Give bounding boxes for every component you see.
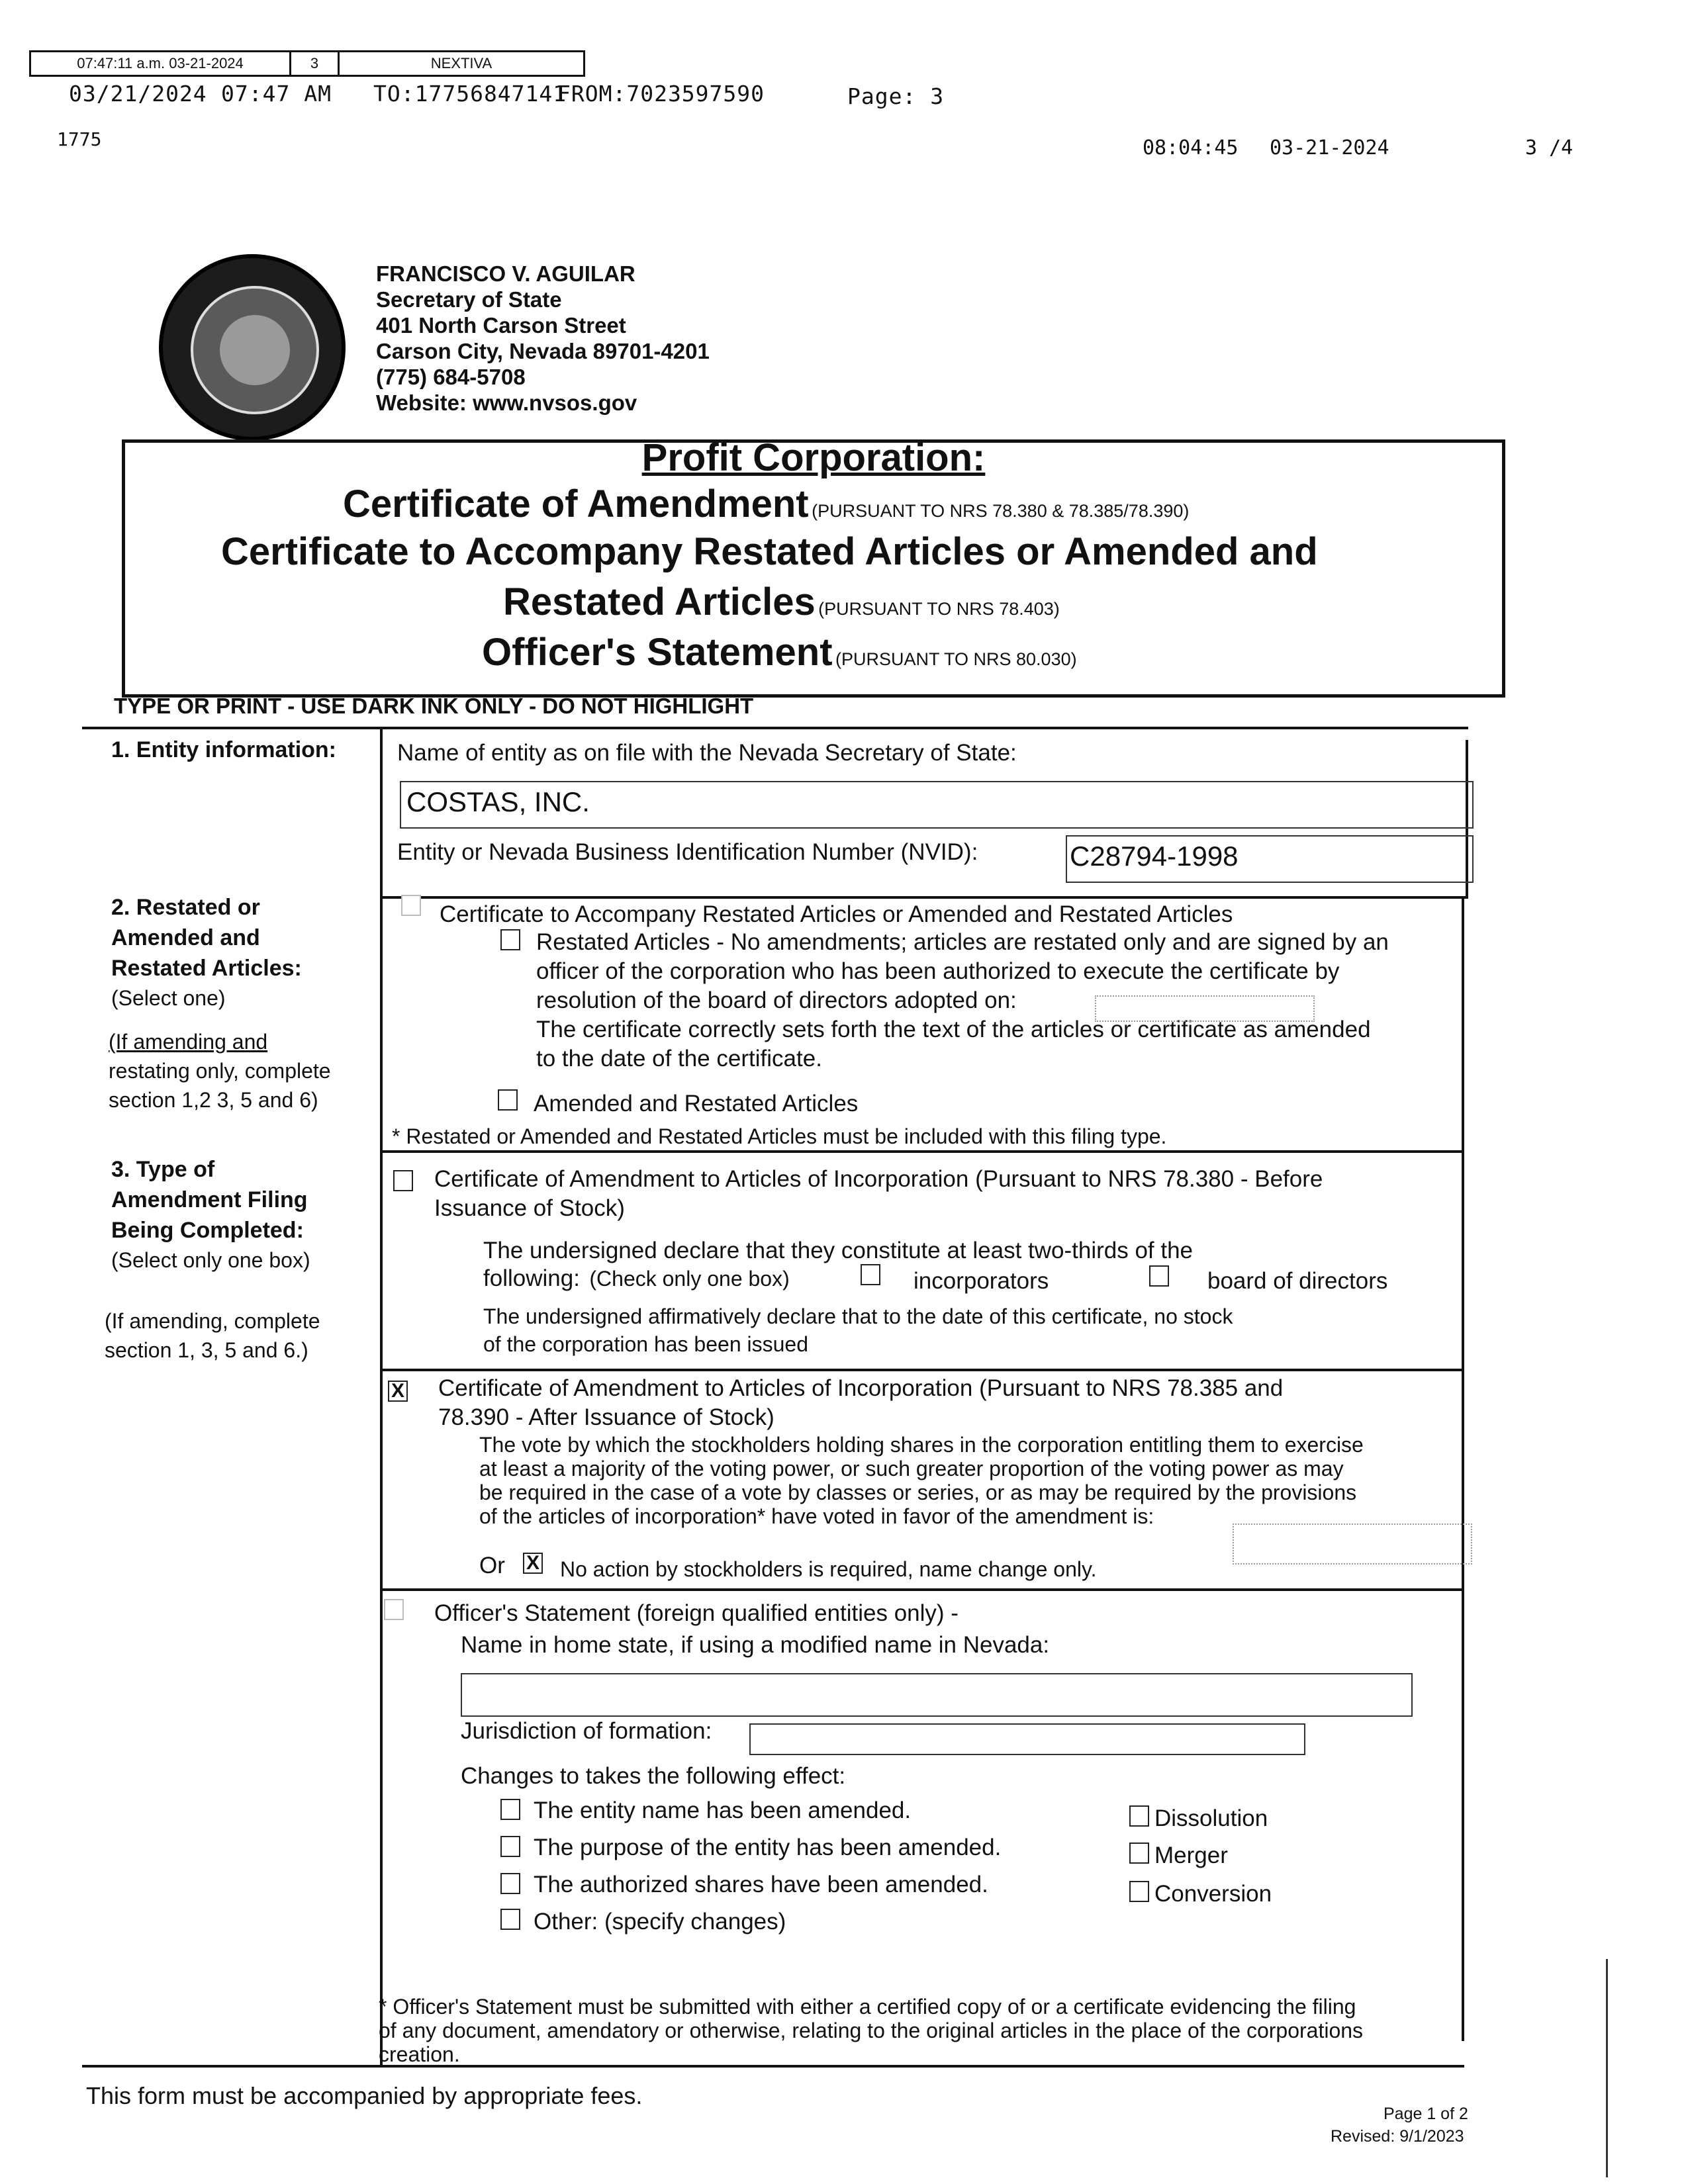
incorporators-label: incorporators bbox=[914, 1268, 1049, 1294]
accompany-restated-checkbox[interactable] bbox=[401, 895, 421, 916]
incorporators-checkbox[interactable] bbox=[861, 1264, 880, 1285]
recv-time: 08:04:45 bbox=[1143, 136, 1239, 159]
ink-instruction: TYPE OR PRINT - USE DARK INK ONLY - DO NOT HIGHLIGHT bbox=[114, 694, 754, 718]
amended-restated-label: Amended and Restated Articles bbox=[534, 1091, 859, 1116]
secretary-website: Website: www.nvsos.gov bbox=[376, 390, 637, 415]
amended-restated-checkbox[interactable] bbox=[498, 1089, 518, 1111]
board-of-directors-checkbox[interactable] bbox=[1149, 1265, 1169, 1287]
entity-name-prompt: Name of entity as on file with the Nevada Secretary of State: bbox=[397, 740, 1017, 766]
recv-pages: 3 /4 bbox=[1525, 136, 1573, 159]
section1-label: 1. Entity information: bbox=[111, 737, 336, 762]
title-accompany-restated: Certificate to Accompany Restated Articles or Amended and bbox=[221, 530, 1318, 573]
no-action-label: No action by stockholders is required, name change only. bbox=[560, 1557, 1097, 1581]
fees-notice: This form must be accompanied by appropriate fees. bbox=[86, 2082, 643, 2109]
jurisdiction-field[interactable] bbox=[749, 1723, 1305, 1755]
entity-name-amended-checkbox[interactable] bbox=[500, 1799, 520, 1820]
purpose-amended-label: The purpose of the entity has been amended. bbox=[534, 1835, 1002, 1860]
nvid-prompt: Entity or Nevada Business Identification Number (NVID): bbox=[397, 839, 978, 865]
secretary-block bbox=[376, 261, 710, 416]
dissolution-label: Dissolution bbox=[1154, 1805, 1268, 1831]
secretary-name: FRANCISCO V. AGUILAR bbox=[376, 261, 635, 286]
after-issuance-checkbox[interactable]: X bbox=[388, 1381, 408, 1402]
scan-edge-line bbox=[1606, 1959, 1608, 2177]
form-right-rule-lower bbox=[1462, 899, 1464, 2041]
before-issuance-checkbox[interactable] bbox=[393, 1170, 413, 1191]
section2-note: (If amending and restating only, complete section 1,2 3, 5 and 6) bbox=[109, 1030, 331, 1112]
officers-statement-note: * Officer's Statement must be submitted with either a certified copy of or a certificate evidencing the filing of any document, amendatory or otherwise, relating to the original articles in the place of the corporations creation. bbox=[379, 1995, 1364, 2066]
section1-bottom-rule bbox=[381, 896, 1467, 899]
merger-label: Merger bbox=[1154, 1843, 1228, 1868]
entity-name-amended-label: The entity name has been amended. bbox=[534, 1797, 912, 1823]
other-changes-checkbox[interactable] bbox=[500, 1909, 520, 1930]
fax-from: FROM:7023597590 bbox=[557, 81, 765, 107]
entity-name-value: COSTAS, INC. bbox=[406, 786, 590, 817]
title-profit-corporation: Profit Corporation: bbox=[641, 436, 986, 479]
revised-date: Revised: 9/1/2023 bbox=[1331, 2127, 1464, 2146]
form-top-rule bbox=[82, 727, 1468, 729]
conversion-label: Conversion bbox=[1154, 1881, 1272, 1907]
form-left-column-rule bbox=[380, 727, 383, 2068]
jurisdiction-prompt: Jurisdiction of formation: bbox=[461, 1718, 712, 1744]
secretary-title: Secretary of State bbox=[376, 287, 562, 312]
section2-bottom-rule bbox=[381, 1150, 1464, 1153]
nvid-field[interactable] bbox=[1066, 835, 1474, 883]
title-certificate-amendment: Certificate of Amendment (PURSUANT TO NRS 78.380 & 78.385/78.390) bbox=[343, 482, 1190, 525]
home-state-name-field[interactable] bbox=[461, 1673, 1413, 1717]
fax-time: 07:47 AM bbox=[221, 81, 332, 107]
merger-checkbox[interactable] bbox=[1129, 1843, 1149, 1864]
entity-name-field[interactable] bbox=[400, 781, 1474, 829]
dissolution-checkbox[interactable] bbox=[1129, 1805, 1149, 1827]
or-label: Or bbox=[479, 1553, 505, 1578]
page-number: Page 1 of 2 bbox=[1383, 2105, 1468, 2123]
restated-no-amend-text: Restated Articles - No amendments; articles are restated only and are signed by an bbox=[536, 929, 1389, 955]
nevada-seal-icon bbox=[159, 254, 346, 441]
section3a-bottom-rule bbox=[381, 1369, 1463, 1371]
secretary-phone: (775) 684-5708 bbox=[376, 365, 526, 389]
no-stock-affirmation: The undersigned affirmatively declare that to the date of this certificate, no stock of the corporation has been issued bbox=[483, 1304, 1233, 1356]
officers-statement-label: Officer's Statement (foreign qualified entities only) - bbox=[434, 1600, 959, 1626]
after-issuance-label: Certificate of Amendment to Articles of Incorporation (Pursuant to NRS 78.385 and 78.390 - After Issuance of Stock) bbox=[438, 1375, 1284, 1430]
two-thirds-declaration: The undersigned declare that they constitute at least two-thirds of the bbox=[483, 1238, 1194, 1263]
fax-to: TO:17756847141 bbox=[373, 81, 567, 107]
section3-note: (If amending, complete section 1, 3, 5 and 6.) bbox=[105, 1309, 320, 1362]
purpose-amended-checkbox[interactable] bbox=[500, 1836, 520, 1857]
board-of-directors-label: board of directors bbox=[1207, 1268, 1388, 1294]
changes-prompt: Changes to takes the following effect: bbox=[461, 1763, 846, 1789]
fax-box-carrier: NEXTIVA bbox=[430, 55, 492, 71]
fax-box-page: 3 bbox=[291, 52, 340, 75]
secretary-city: Carson City, Nevada 89701-4201 bbox=[376, 339, 710, 363]
title-restated-articles: Restated Articles (PURSUANT TO NRS 78.403) bbox=[503, 580, 1060, 623]
following-row: following: (Check only one box) bbox=[483, 1265, 790, 1291]
restated-no-amend-checkbox[interactable] bbox=[500, 929, 520, 950]
nvid-value: C28794-1998 bbox=[1070, 841, 1239, 872]
board-adoption-date-field[interactable] bbox=[1095, 995, 1315, 1022]
section2-label: 2. Restated or Amended and Restated Articles: (Select one) bbox=[111, 895, 302, 1010]
accompany-restated-label: Certificate to Accompany Restated Articles or Amended and Restated Articles bbox=[440, 901, 1233, 927]
vote-result-field[interactable] bbox=[1233, 1524, 1472, 1565]
shares-amended-checkbox[interactable] bbox=[500, 1873, 520, 1894]
shares-amended-label: The authorized shares have been amended. bbox=[534, 1872, 988, 1897]
section2-footnote: * Restated or Amended and Restated Articles must be included with this filing type. bbox=[392, 1124, 1167, 1148]
fax-header-box bbox=[29, 50, 585, 77]
other-changes-label: Other: (specify changes) bbox=[534, 1909, 786, 1934]
fax-date: 03/21/2024 bbox=[69, 81, 207, 107]
home-state-name-prompt: Name in home state, if using a modified name in Nevada: bbox=[461, 1632, 1050, 1658]
section3-label: 3. Type of Amendment Filing Being Completed: (Select only one box) bbox=[111, 1157, 310, 1272]
section3b-bottom-rule bbox=[381, 1588, 1463, 1591]
officers-statement-checkbox[interactable] bbox=[384, 1599, 404, 1620]
secretary-street: 401 North Carson Street bbox=[376, 313, 626, 338]
restated-no-amend-text-2: officer of the corporation who has been authorized to execute the certificate by resolution of the board of directors adopted on: The certificate correctly sets forth the text of the articles or certificate as amended to the date of the certificate. bbox=[536, 958, 1371, 1071]
title-officers-statement: Officer's Statement (PURSUANT TO NRS 80.030) bbox=[482, 631, 1077, 674]
before-issuance-label: Certificate of Amendment to Articles of Incorporation (Pursuant to NRS 78.380 - Before Issuance of Stock) bbox=[434, 1166, 1323, 1221]
stockholder-vote-text: The vote by which the stockholders holding shares in the corporation entitling them to exercise at least a majority of the voting power, or such greater proportion of the voting power as may be required in the case of a vote by classes or series, or as may be required by the provisions of the articles of incorporation* have voted in favor of the amendment is: bbox=[479, 1433, 1364, 1528]
fax-page: Page: 3 bbox=[847, 83, 945, 109]
fax-box-time: 07:47:11 a.m. 03-21-2024 bbox=[31, 52, 291, 75]
no-action-checkbox[interactable]: X bbox=[523, 1553, 543, 1574]
conversion-checkbox[interactable] bbox=[1129, 1881, 1149, 1902]
recv-date: 03-21-2024 bbox=[1270, 136, 1389, 159]
fax-code: 1775 bbox=[57, 128, 102, 150]
